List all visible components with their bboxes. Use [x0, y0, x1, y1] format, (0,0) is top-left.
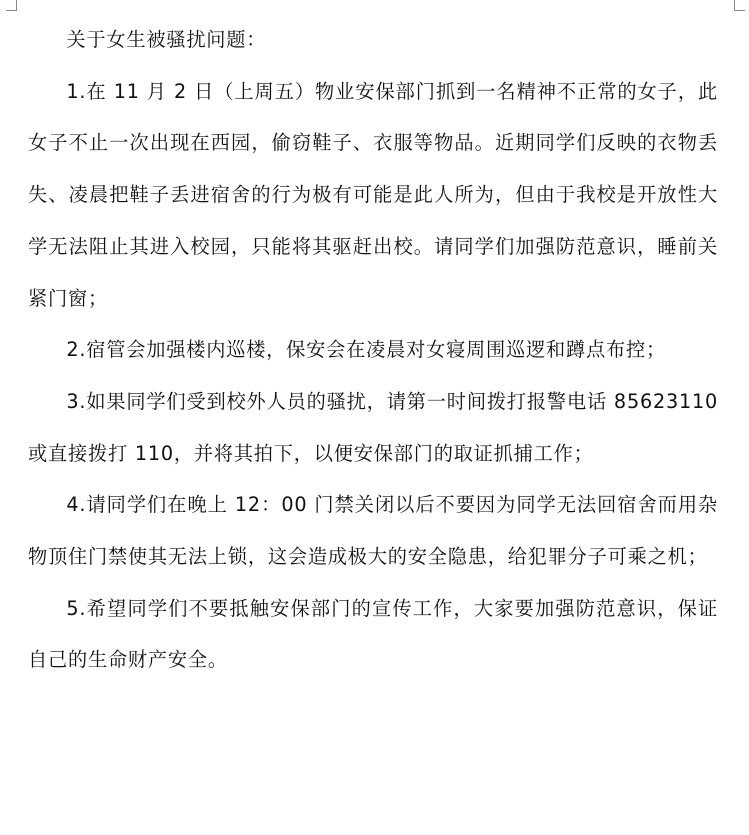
page-corner-mark-right: [734, 0, 745, 11]
document-title: 关于女生被骚扰问题：: [66, 28, 267, 51]
paragraph-5: 5.希望同学们不要抵触安保部门的宣传工作，大家要加强防范意识，保证自己的生命财产安全。: [28, 596, 718, 672]
paragraph-3: 3.如果同学们受到校外人员的骚扰，请第一时间拨打报警电话 85623110 或直接拨打 110，并将其拍下，以便安保部门的取证抓捕工作；: [28, 389, 718, 465]
paragraph-4: 4.请同学们在晚上 12：00 门禁关闭以后不要因为同学无法回宿舍而用杂物顶住门禁使其无法上锁，这会造成极大的安全隐患，给犯罪分子可乘之机；: [28, 493, 718, 569]
document-body: [28, 14, 718, 686]
page-corner-mark-left: [6, 0, 17, 11]
paragraph-2: 2.宿管会加强楼内巡楼，保安会在凌晨对女寝周围巡逻和蹲点布控；: [66, 338, 666, 362]
paragraph-1: 1.在 11 月 2 日（上周五）物业安保部门抓到一名精神不正常的女子，此女子不止一次出现在西园，偷窃鞋子、衣服等物品。近期同学们反映的衣物丢失、凌晨把鞋子丢进宿舍的行为极有可能是此人所为，但由于我校是开放性大学无法阻止其进入校园，只能将其驱赶出校。请同学们加强防范意识，睡前关紧门窗；: [28, 79, 718, 310]
